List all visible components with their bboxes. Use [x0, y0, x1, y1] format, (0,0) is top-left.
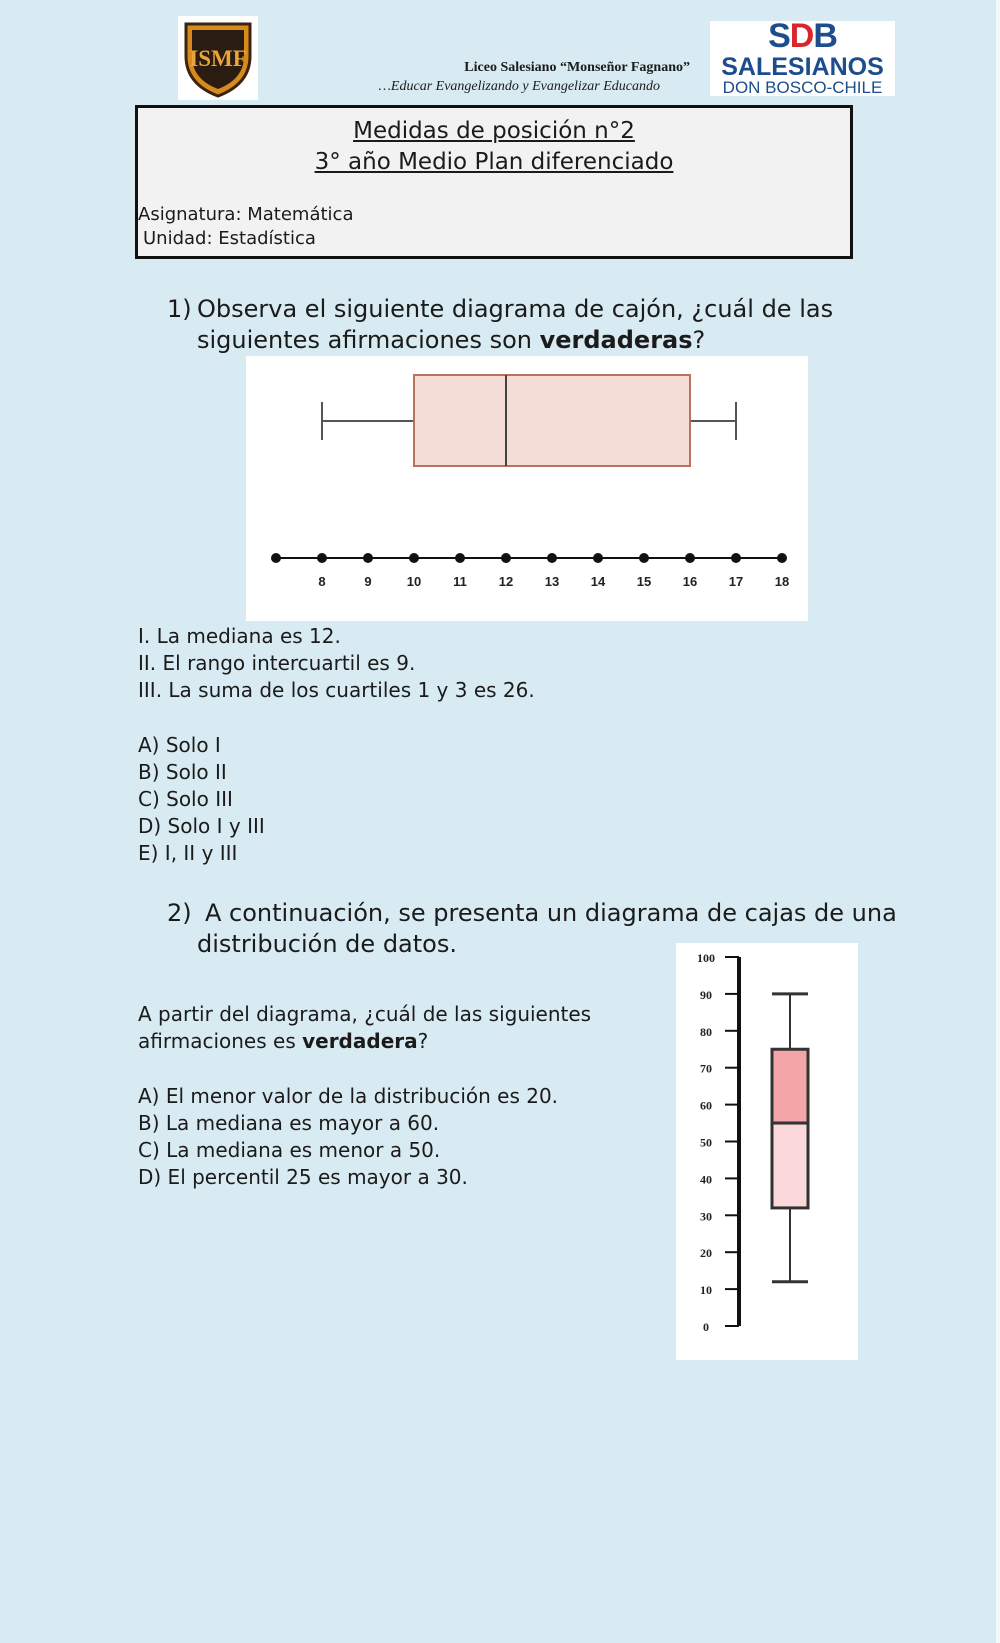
worksheet-subtitle: 3° año Medio Plan diferenciado	[314, 149, 674, 175]
page-edge	[996, 0, 1000, 1643]
tick-label: 15	[636, 574, 652, 589]
axis-point	[501, 553, 511, 563]
tick-label: 14	[590, 574, 606, 589]
upper-box	[772, 1049, 808, 1123]
axis-point	[731, 553, 741, 563]
y-tick-label: 80	[700, 1024, 712, 1039]
question1-line1: Observa el siguiente diagrama de cajón, ¿cuál de las	[197, 295, 834, 323]
school-motto: …Educar Evangelizando y Evangelizar Educando	[378, 79, 660, 94]
y-tick-label: 100	[697, 951, 715, 965]
horizontal-boxplot-svg	[246, 356, 808, 621]
question1-text: 1) Observa el siguiente diagrama de cajón, ¿cuál de las siguientes afirmaciones son verdaderas?	[167, 295, 834, 354]
lower-box	[772, 1123, 808, 1208]
question1-number: 1)	[167, 295, 192, 323]
question1-line2-pre: siguientes afirmaciones son	[197, 326, 540, 354]
axis-point	[777, 553, 787, 563]
ismf-logo-text: ISMF	[189, 46, 247, 71]
q1-statement-3: III. La suma de los cuartiles 1 y 3 es 26.	[138, 678, 535, 702]
title-box	[135, 105, 853, 259]
axis-point	[317, 553, 327, 563]
y-tick-label: 20	[700, 1246, 712, 1261]
question2-line1: A continuación, se presenta un diagrama de cajas de una	[205, 899, 897, 927]
q2-option-b: B) La mediana es mayor a 60.	[138, 1111, 440, 1135]
q1-option-e: E) I, II y III	[138, 841, 238, 865]
y-tick-label: 0	[703, 1320, 709, 1334]
axis-point	[685, 553, 695, 563]
worksheet-title: Medidas de posición n°2	[353, 118, 635, 144]
axis-point	[271, 553, 281, 563]
y-tick-label: 60	[700, 1098, 712, 1113]
q1-option-c: C) Solo III	[138, 787, 233, 811]
y-tick-label: 70	[700, 1061, 712, 1076]
sdb-letters: SDB	[768, 17, 837, 55]
q2-option-a: A) El menor valor de la distribución es 20.	[138, 1084, 559, 1108]
tick-label: 12	[498, 574, 514, 589]
tick-label: 11	[453, 574, 467, 589]
salesianos-logo	[710, 17, 895, 97]
horizontal-boxplot-chart	[246, 356, 808, 621]
unit-value: : Estadística	[206, 228, 316, 249]
tick-label: 9	[364, 574, 372, 589]
q1-option-d: D) Solo I y III	[138, 814, 265, 838]
sdb-word: SALESIANOS	[721, 53, 884, 81]
school-name: Liceo Salesiano “Monseñor Fagnano”	[464, 60, 690, 75]
subject-label: Asignatura	[138, 204, 236, 225]
y-tick-label: 10	[700, 1283, 712, 1298]
subject-value: : Matemática	[235, 204, 354, 225]
q2-prompt-line2: afirmaciones es verdadera?	[138, 1029, 429, 1053]
y-tick-label: 30	[700, 1209, 712, 1224]
axis-point	[547, 553, 557, 563]
vertical-boxplot-svg	[676, 943, 858, 1360]
tick-label: 10	[406, 574, 422, 589]
y-tick-label: 90	[700, 987, 712, 1002]
sdb-subtitle: DON BOSCO-CHILE	[722, 78, 883, 97]
q1-statement-1: I. La mediana es 12.	[138, 624, 341, 648]
tick-label: 18	[774, 574, 790, 589]
y-tick-label: 50	[700, 1135, 712, 1150]
ismf-logo	[178, 16, 258, 100]
unit-line	[143, 228, 316, 249]
q1-option-a: A) Solo I	[138, 733, 221, 757]
q2-option-d: D) El percentil 25 es mayor a 30.	[138, 1165, 468, 1189]
tick-label: 16	[682, 574, 698, 589]
iqr-box	[414, 375, 690, 466]
axis-point	[593, 553, 603, 563]
axis-point	[455, 553, 465, 563]
subject-line	[138, 204, 353, 225]
vertical-boxplot-chart	[676, 943, 858, 1360]
q1-statement-2: II. El rango intercuartil es 9.	[138, 651, 416, 675]
tick-label: 8	[318, 574, 326, 589]
question2-number: 2)	[167, 899, 192, 927]
tick-label: 13	[544, 574, 560, 589]
q2-option-c: C) La mediana es menor a 50.	[138, 1138, 441, 1162]
axis-point	[409, 553, 419, 563]
q2-prompt-line1: A partir del diagrama, ¿cuál de las siguientes	[138, 1002, 592, 1026]
unit-label: Unidad	[143, 228, 207, 249]
axis-point	[639, 553, 649, 563]
y-tick-label: 40	[700, 1172, 712, 1187]
question1-line2-bold: verdaderas	[539, 326, 693, 354]
question2-line2: distribución de datos.	[197, 930, 457, 958]
q2-prompt-bold: verdadera	[302, 1029, 418, 1053]
axis-point	[363, 553, 373, 563]
tick-label: 17	[728, 574, 744, 589]
q1-option-b: B) Solo II	[138, 760, 227, 784]
